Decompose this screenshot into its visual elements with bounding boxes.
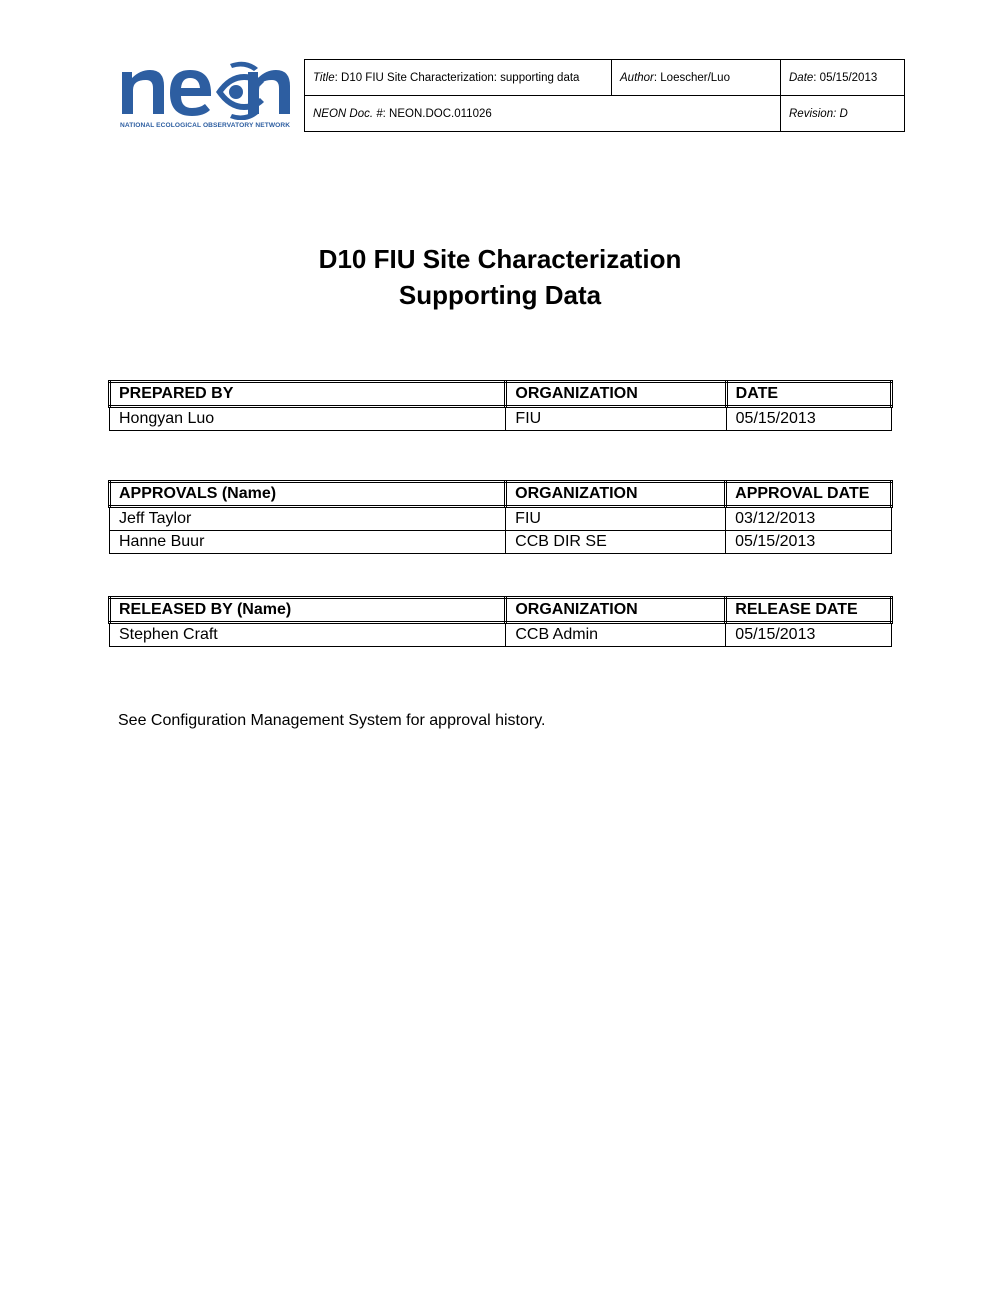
header-title-cell: [305, 60, 612, 96]
author-value: : Loescher/Luo: [653, 71, 730, 84]
approvals-table: [108, 480, 893, 554]
column-header: PREPARED BY: [110, 382, 506, 407]
prepared-by-table: [108, 380, 893, 431]
column-header: APPROVALS (Name): [110, 482, 506, 507]
table-row: [110, 407, 892, 431]
table-cell: FIU: [506, 407, 726, 431]
header-date-cell: [781, 60, 905, 96]
title-label: Title: [313, 71, 335, 84]
table-header-row: [110, 482, 892, 507]
logo-tagline: NATIONAL ECOLOGICAL OBSERVATORY NETWORK: [120, 122, 291, 129]
approval-history-note: See Configuration Management System for approval history.: [118, 712, 546, 729]
document-title-line2: Supporting Data: [398, 280, 602, 310]
table-row: [110, 531, 892, 554]
table-header-row: [110, 598, 892, 623]
table-cell: Stephen Craft: [110, 623, 506, 647]
table-cell: 05/15/2013: [726, 407, 891, 431]
table-cell: CCB DIR SE: [506, 531, 726, 554]
column-header: ORGANIZATION: [506, 598, 726, 623]
document-header-table: [304, 59, 905, 132]
title-value: : D10 FIU Site Characterization: supporting data: [334, 71, 580, 84]
header-revision-cell: Revision: D: [781, 96, 905, 132]
table-cell: 05/15/2013: [726, 623, 892, 647]
date-label: Date: [789, 71, 814, 84]
table-cell: 05/15/2013: [726, 531, 892, 554]
doc-number-value: : NEON.DOC.011026: [382, 107, 492, 120]
column-header: RELEASE DATE: [726, 598, 892, 623]
table-row: [110, 623, 892, 647]
released-by-table: [108, 596, 893, 647]
table-cell: CCB Admin: [506, 623, 726, 647]
table-cell: Hongyan Luo: [110, 407, 506, 431]
column-header: ORGANIZATION: [506, 482, 726, 507]
column-header: ORGANIZATION: [506, 382, 726, 407]
neon-logo-mark: [118, 58, 294, 120]
neon-logo: [118, 58, 296, 134]
table-row: [110, 507, 892, 531]
column-header: APPROVAL DATE: [726, 482, 892, 507]
header-row: [305, 60, 905, 96]
document-title-line1: D10 FIU Site Characterization: [318, 244, 682, 274]
table-cell: FIU: [506, 507, 726, 531]
column-header: DATE: [726, 382, 891, 407]
header-author-cell: [612, 60, 781, 96]
header-doc-cell: [305, 96, 781, 132]
table-header-row: [110, 382, 892, 407]
author-label: Author: [620, 71, 654, 84]
header-row: [305, 96, 905, 132]
table-cell: Jeff Taylor: [110, 507, 506, 531]
table-cell: 03/12/2013: [726, 507, 892, 531]
doc-number-label: NEON Doc. #: [313, 107, 383, 120]
column-header: RELEASED BY (Name): [110, 598, 506, 623]
table-cell: Hanne Buur: [110, 531, 506, 554]
date-value: : 05/15/2013: [813, 71, 878, 84]
